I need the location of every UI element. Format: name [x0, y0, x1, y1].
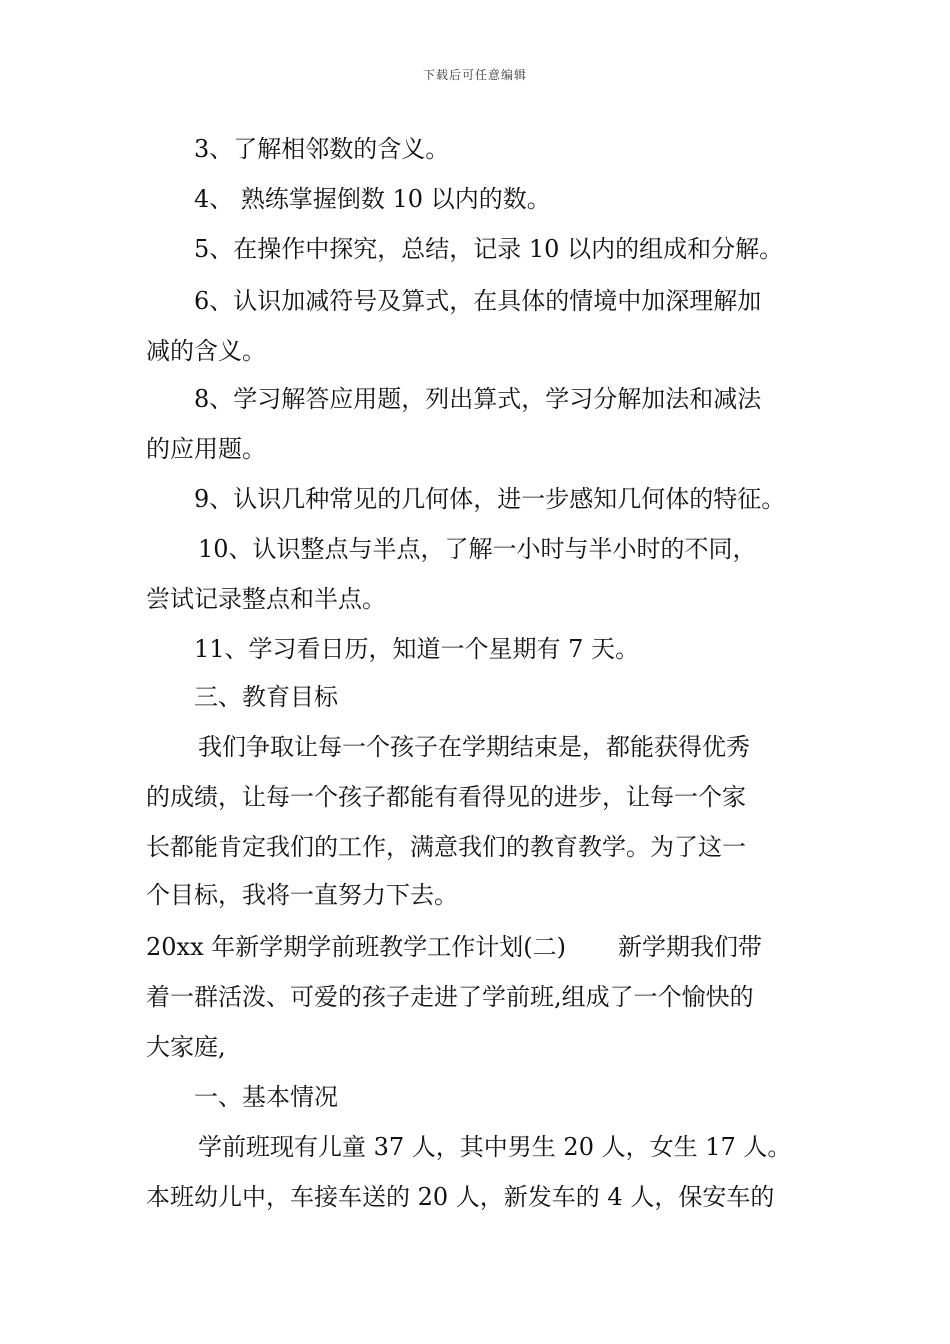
section-heading: 三、教育目标 [194, 683, 338, 711]
paragraph-line: 5、在操作中探究，总结，记录 10 以内的组成和分解。 [194, 235, 784, 263]
paragraph-line: 减的含义。 [146, 337, 266, 365]
paragraph-line: 6、认识加减符号及算式，在具体的情境中加深理解加 [194, 287, 762, 315]
paragraph-line: 个目标，我将一直努力下去。 [146, 881, 458, 909]
paragraph-line: 9、认识几种常见的几何体，进一步感知几何体的特征。 [194, 485, 786, 513]
paragraph-line: 的应用题。 [146, 435, 266, 463]
document-title-line [146, 932, 826, 962]
paragraph-line: 我们争取让每一个孩子在学期结束是，都能获得优秀 [198, 733, 750, 761]
paragraph-line: 10、认识整点与半点，了解一小时与半小时的不同， [198, 535, 757, 563]
paragraph-line: 本班幼儿中，车接车送的 20 人，新发车的 4 人，保安车的 [146, 1183, 775, 1211]
paragraph-line: 尝试记录整点和半点。 [146, 585, 386, 613]
paragraph-line: 大家庭, [146, 1033, 226, 1061]
paragraph-line: 着一群活泼、可爱的孩子走进了学前班,组成了一个愉快的 [146, 983, 754, 1011]
page-header: 下载后可任意编辑 [422, 68, 527, 82]
paragraph-line: 8、学习解答应用题，列出算式，学习分解加法和减法 [194, 385, 762, 413]
paragraph-start: 新学期我们带 [617, 933, 762, 961]
paragraph-line: 4、 熟练掌握倒数 10 以内的数。 [194, 185, 551, 213]
document-title: 20xx 年新学期学前班教学工作计划(二) [146, 933, 566, 961]
paragraph-line: 11、学习看日历，知道一个星期有 7 天。 [194, 635, 640, 663]
section-heading: 一、基本情况 [194, 1083, 338, 1111]
paragraph-line: 3、了解相邻数的含义。 [194, 135, 450, 163]
paragraph-line: 学前班现有儿童 37 人，其中男生 20 人，女生 17 人。 [198, 1133, 792, 1161]
paragraph-line: 长都能肯定我们的工作，满意我们的教育教学。为了这一 [146, 833, 746, 861]
paragraph-line: 的成绩，让每一个孩子都能有看得见的进步，让每一个家 [146, 783, 746, 811]
